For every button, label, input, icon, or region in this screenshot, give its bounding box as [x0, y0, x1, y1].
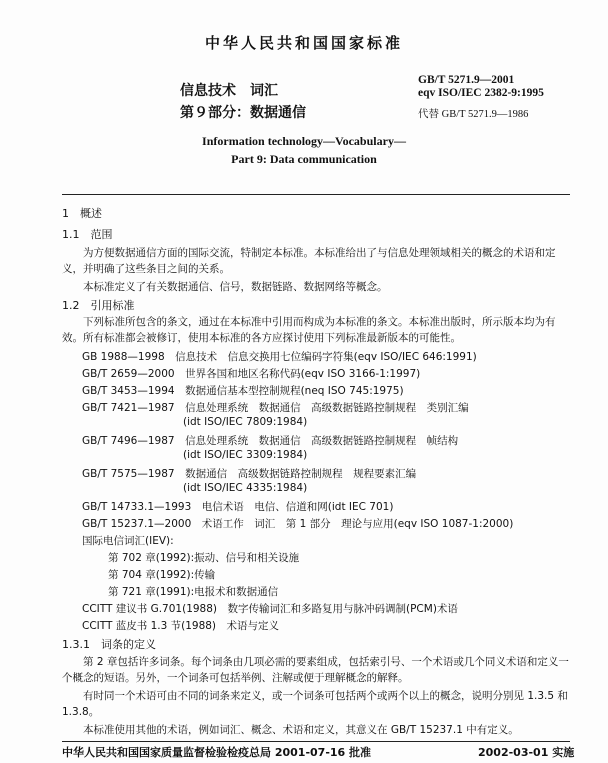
- reference-item: GB 1988—1998 信息技术 信息交换用七位编码字符集(eqv ISO/IEC 646:1991): [82, 351, 477, 363]
- reference-item-continuation: (idt ISO/IEC 3309:1984): [183, 449, 308, 461]
- section-1-3-1-heading: 1.3.1 词条的定义: [62, 638, 156, 651]
- reference-item-continuation: (idt ISO/IEC 4335:1984): [183, 482, 308, 494]
- reference-subitem: 第 721 章(1991):电报术和数据通信: [108, 586, 279, 598]
- replaces-standard: 代替 GB/T 5271.9—1986: [418, 109, 529, 120]
- reference-item-continuation: (idt ISO/IEC 7809:1984): [183, 416, 308, 428]
- definition-paragraph-2: 有时同一个术语可由不同的词条来定义，或一个词条可包括两个或两个以上的概念，说明分别见 1.3.5 和 1.3.8。: [62, 690, 568, 718]
- reference-item: GB/T 14733.1—1993 电信术语 电信、信道和网(idt IEC 701): [82, 501, 394, 513]
- english-title-line-2: Part 9: Data communication: [231, 152, 377, 166]
- definition-paragraph-1: 第 2 章包括许多词条。每个词条由几项必需的要素组成，包括索引号、一个术语或几个同义术语和定义一个概念的短语。另外，一个词条可包括举例、注解或便于理解概念的解释。: [62, 656, 569, 684]
- footer-divider: [62, 741, 570, 742]
- reference-item: GB/T 3453—1994 数据通信基本型控制规程(neq ISO 745:1975): [82, 385, 404, 397]
- title-line-2: 第９部分：数据通信: [180, 105, 306, 121]
- reference-item: GB/T 15237.1—2000 术语工作 词汇 第 1 部分 理论与应用(eqv ISO 1087-1:2000): [82, 518, 514, 530]
- english-title-line-1: Information technology—Vocabulary—: [202, 134, 406, 148]
- reference-item: GB/T 2659—2000 世界各国和地区名称代码(eqv ISO 3166-1:1997): [82, 368, 421, 380]
- reference-subitem: 第 704 章(1992):传输: [108, 569, 216, 581]
- definition-paragraph-3: 本标准使用其他的术语，例如词汇、概念、术语和定义，其意义在 GB/T 15237.1 中有定义。: [83, 724, 519, 736]
- header-divider: [62, 194, 570, 195]
- reference-item: GB/T 7421—1987 信息处理系统 数据通信 高级数据链路控制规程 类别汇编: [82, 402, 469, 414]
- reference-item: CCITT 蓝皮书 1.3 节(1988) 术语与定义: [82, 620, 280, 632]
- equivalent-standard: eqv ISO/IEC 2382-9:1995: [418, 87, 544, 99]
- section-1-2-heading: 1.2 引用标准: [62, 299, 135, 312]
- scope-paragraph-1: 为方便数据通信方面的国际交流，特制定本标准。本标准给出了与信息处理领域相关的概念的术语和定义，并明确了这些条目之间的关系。: [62, 247, 556, 275]
- implementation-date: 2002-03-01 实施: [478, 746, 575, 759]
- national-standard-header: 中华人民共和国国家标准: [204, 34, 403, 52]
- reference-item: 国际电信词汇(IEV):: [82, 535, 174, 547]
- reference-item: GB/T 7496—1987 信息处理系统 数据通信 高级数据链路控制规程 帧结构: [82, 435, 459, 447]
- reference-item: CCITT 建议书 G.701(1988) 数字传输词汇和多路复用与脉冲码调制(PCM)术语: [82, 603, 458, 615]
- section-1-1-heading: 1.1 范围: [62, 228, 113, 241]
- reference-subitem: 第 702 章(1992):振动、信号和相关设施: [108, 552, 300, 564]
- title-line-1: 信息技术 词汇: [180, 83, 278, 99]
- reference-item: GB/T 7575—1987 数据通信 高级数据链路控制规程 规程要素汇编: [82, 468, 417, 480]
- standard-number: GB/T 5271.9—2001: [418, 74, 515, 86]
- scope-paragraph-2: 本标准定义了有关数据通信、信号，数据链路、数据网络等概念。: [83, 281, 388, 293]
- section-1-heading: 1 概述: [62, 207, 102, 220]
- approval-statement: 中华人民共和国国家质量监督检验检疫总局 2001-07-16 批准: [62, 746, 372, 759]
- normative-references-paragraph: 下列标准所包含的条文，通过在本标准中引用而构成为本标准的条文。本标准出版时，所示版本均为有效。所有标准都会被修订，使用本标准的各方应探讨使用下列标准最新版本的可能性。: [62, 316, 556, 344]
